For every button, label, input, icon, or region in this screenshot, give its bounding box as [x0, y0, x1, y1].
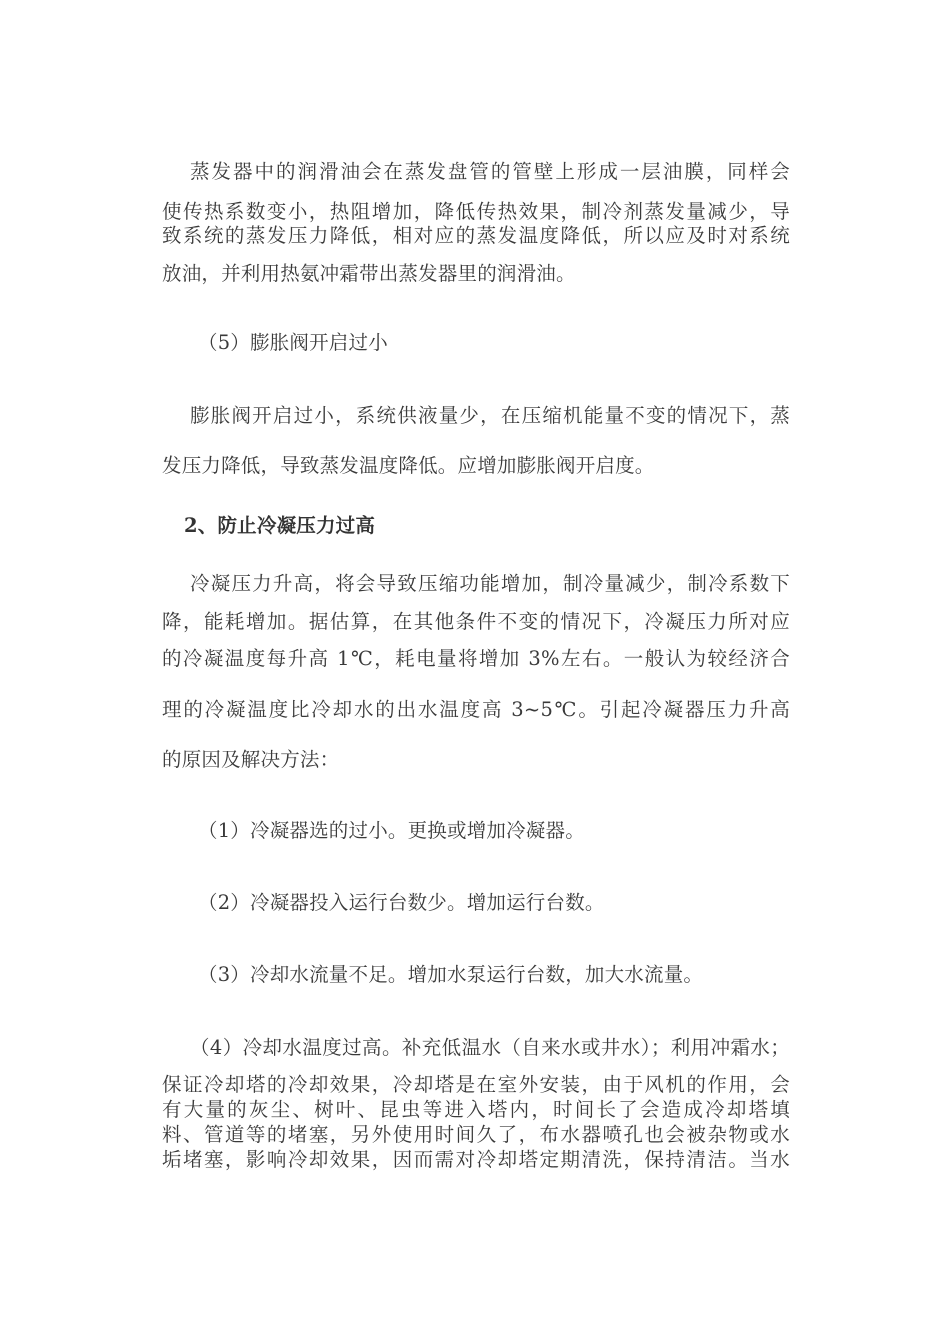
paragraph-line: 发压力降低，导致蒸发温度降低。应增加膨胀阀开启度。 [162, 454, 655, 477]
list-item: （1）冷凝器选的过小。更换或增加冷凝器。 [198, 819, 585, 842]
paragraph-line: 垢堵塞，影响冷却效果，因而需对冷却塔定期清洗，保持清洁。当水 [162, 1148, 790, 1171]
paragraph-line: 料、管道等的堵塞，另外使用时间久了，布水器喷孔也会被杂物或水 [162, 1123, 790, 1146]
paragraph-line: 有大量的灰尘、树叶、昆虫等进入塔内，时间长了会造成冷却塔填 [162, 1098, 790, 1121]
list-item: （2）冷凝器投入运行台数少。增加运行台数。 [198, 891, 605, 914]
paragraph-line: 蒸发器中的润滑油会在蒸发盘管的管壁上形成一层油膜，同样会 [190, 160, 790, 183]
paragraph-line: （4）冷却水温度过高。补充低温水（自来水或井水）；利用冲霜水； [190, 1036, 790, 1059]
paragraph-line: 的冷凝温度每升高 1℃，耗电量将增加 3%左右。一般认为较经济合 [162, 647, 790, 670]
paragraph-line: 保证冷却塔的冷却效果，冷却塔是在室外安装，由于风机的作用，会 [162, 1073, 790, 1096]
paragraph-line: 的原因及解决方法： [162, 748, 340, 771]
paragraph-line: 使传热系数变小，热阻增加，降低传热效果，制冷剂蒸发量减少，导 [162, 200, 790, 223]
paragraph-line: 膨胀阀开启过小，系统供液量少，在压缩机能量不变的情况下，蒸 [190, 404, 790, 427]
paragraph-line: 冷凝压力升高，将会导致压缩功能增加，制冷量减少，制冷系数下 [190, 572, 790, 595]
paragraph-line: 致系统的蒸发压力降低，相对应的蒸发温度降低，所以应及时对系统 [162, 224, 790, 247]
section-heading: 2、防止冷凝压力过高 [184, 514, 376, 537]
paragraph-line: 理的冷凝温度比冷却水的出水温度高 3~5℃。引起冷凝器压力升高 [162, 698, 790, 721]
list-item: （5）膨胀阀开启过小 [198, 331, 388, 354]
list-item: （3）冷却水流量不足。增加水泵运行台数，加大水流量。 [198, 963, 704, 986]
paragraph-line: 放油，并利用热氨冲霜带出蒸发器里的润滑油。 [162, 262, 576, 285]
paragraph-line: 降，能耗增加。据估算，在其他条件不变的情况下，冷凝压力所对应 [162, 610, 790, 633]
